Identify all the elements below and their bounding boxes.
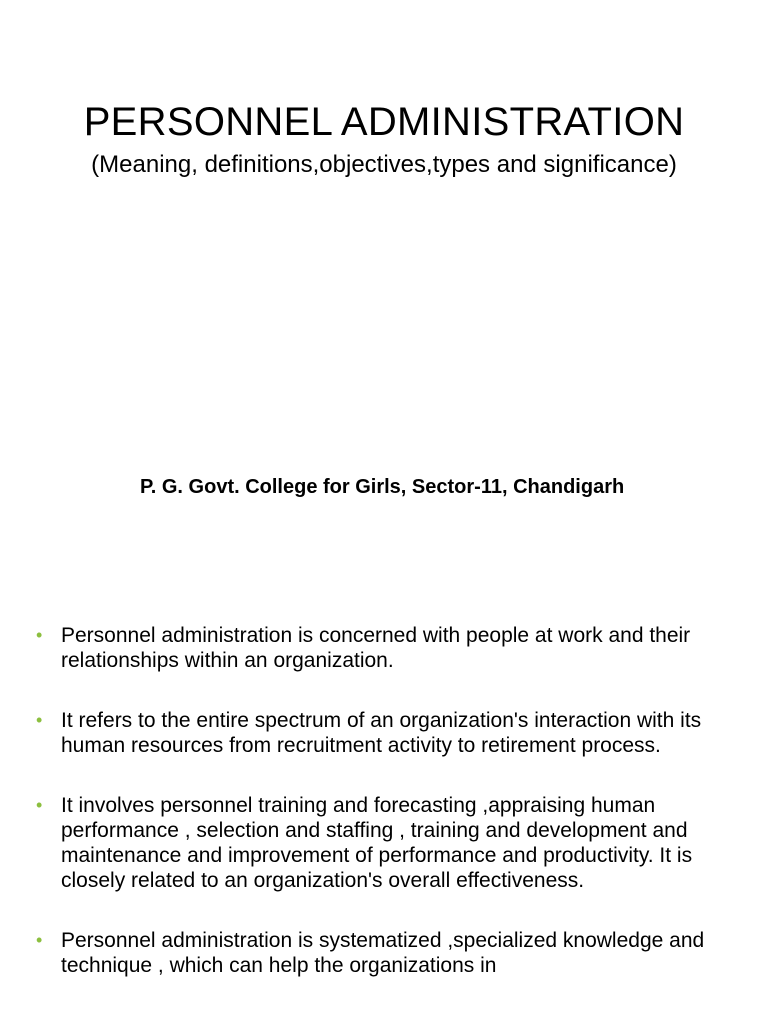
bullet-dot-icon: •	[36, 710, 43, 730]
bullet-dot-icon: •	[36, 930, 43, 950]
slide-subtitle: (Meaning, definitions,objectives,types and significance)	[91, 151, 677, 178]
bullet-dot-icon: •	[36, 625, 43, 645]
bullet-text: It involves personnel training and forecasting ,appraising human performance , selection and staffing , training and development and maintenance and improvement of performance and productivity. It is closely related to an organization's overall effectiveness.	[61, 794, 693, 892]
bullet-dot-icon: •	[36, 795, 43, 815]
bullet-text: It refers to the entire spectrum of an organization's interaction with its human resources from recruitment activity to retirement process.	[61, 709, 702, 757]
slide-title: PERSONNEL ADMINISTRATION	[83, 100, 685, 144]
bullet-item	[36, 928, 736, 978]
bullet-text: Personnel administration is concerned with people at work and their relationships within an organization.	[61, 624, 691, 672]
bullet-list	[36, 623, 736, 1013]
bullet-text: Personnel administration is systematized ,specialized knowledge and technique , which can help the organizations in	[61, 929, 705, 977]
content-slide	[0, 576, 768, 1024]
college-name: P. G. Govt. College for Girls, Sector-11, Chandigarh	[140, 476, 625, 498]
bullet-item	[36, 623, 736, 673]
bullet-item	[36, 793, 736, 893]
bullet-item	[36, 708, 736, 758]
